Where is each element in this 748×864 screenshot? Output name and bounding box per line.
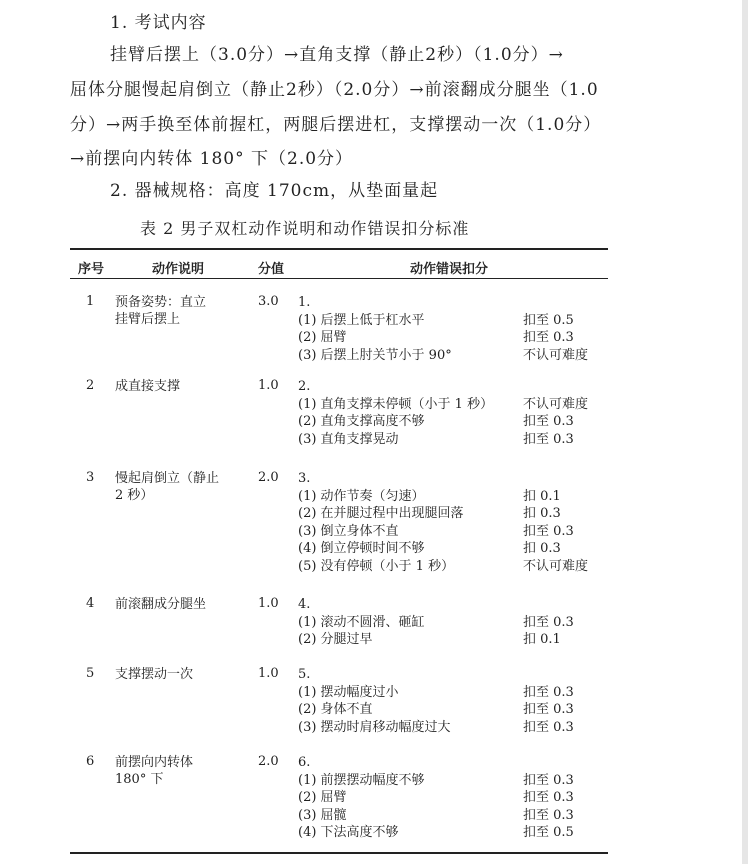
deduction-values [523, 294, 588, 364]
exam-content-line-2: 屈体分腿慢起肩倒立（静止2秒）（2.0分）→前滚翻成分腿坐（1.0 [70, 80, 599, 100]
error-item: (2) 分腿过早 [298, 632, 373, 647]
deduction-spacer [523, 470, 588, 488]
error-items [298, 596, 425, 649]
error-group-number: 3. [298, 471, 311, 486]
error-item: (2) 身体不直 [298, 702, 373, 717]
row-score: 2.0 [258, 470, 279, 485]
row-number: 4 [86, 596, 95, 611]
table-bottom-rule [70, 852, 608, 854]
error-group-number: 4. [298, 597, 311, 612]
table-top-rule [70, 248, 608, 250]
row-score: 1.0 [258, 378, 279, 393]
error-item: (4) 下法高度不够 [298, 825, 399, 840]
header-desc: 动作说明 [152, 262, 205, 277]
deduction-value: 扣至 0.3 [523, 414, 574, 429]
page-edge [742, 0, 748, 864]
deduction-value: 扣 0.1 [523, 632, 561, 647]
deduction-value: 扣至 0.3 [523, 772, 574, 788]
error-group-number: 6. [298, 755, 311, 770]
description-line: 前滚翻成分腿坐 [115, 597, 207, 612]
deduction-values [523, 754, 574, 842]
error-item: (2) 直角支撑高度不够 [298, 414, 425, 429]
deduction-value: 扣至 0.3 [523, 719, 574, 735]
error-item: (1) 滚动不圆滑、砸缸 [298, 614, 425, 630]
row-description [115, 596, 245, 613]
deduction-values [523, 666, 574, 736]
row-score: 1.0 [258, 666, 279, 681]
error-item: (2) 屈臂 [298, 330, 347, 345]
error-item: (1) 前摆摆动幅度不够 [298, 772, 425, 788]
description-line: 预备姿势：直立 [115, 295, 207, 310]
equipment-line: 2. 器械规格：高度 170cm，从垫面量起 [110, 181, 439, 201]
error-item: (3) 摆动时肩移动幅度过大 [298, 719, 451, 735]
description-line: 2 秒） [115, 488, 154, 503]
row-description [115, 294, 245, 328]
error-item: (2) 屈臂 [298, 790, 347, 805]
deduction-value: 扣 0.3 [523, 506, 561, 521]
deduction-value: 扣至 0.3 [523, 431, 574, 447]
exam-content-line-3: 分）→两手换至体前握杠，两腿后摆进杠，支撑摆动一次（1.0分） [70, 115, 602, 135]
deduction-value: 扣至 0.5 [523, 312, 574, 328]
error-item: (1) 后摆上低于杠水平 [298, 312, 425, 328]
error-item: (3) 后摆上肘关节小于 90° [298, 347, 452, 363]
row-description [115, 666, 245, 683]
error-items [298, 754, 425, 842]
deduction-value: 扣至 0.3 [523, 790, 574, 805]
row-number: 6 [86, 754, 95, 769]
deduction-value: 扣 0.3 [523, 541, 561, 556]
deduction-value: 不认可难度 [523, 396, 589, 412]
deduction-value: 扣至 0.3 [523, 807, 574, 823]
deduction-values [523, 596, 574, 649]
row-description [115, 378, 245, 395]
deduction-value: 扣至 0.3 [523, 684, 574, 700]
error-item: (1) 直角支撑未停顿（小于 1 秒） [298, 396, 494, 412]
description-line: 成直接支撑 [115, 379, 181, 394]
header-no: 序号 [78, 262, 105, 277]
exam-content-line-1: 挂臂后摆上（3.0分）→直角支撑（静止2秒）（1.0分）→ [110, 45, 564, 65]
deduction-value: 扣至 0.3 [523, 702, 574, 717]
error-group-number: 1. [298, 295, 311, 310]
error-item: (5) 没有停顿（小于 1 秒） [298, 558, 455, 574]
error-item: (3) 屈髋 [298, 807, 347, 823]
error-item: (1) 动作节奏（匀速） [298, 488, 425, 504]
error-item: (4) 倒立停顿时间不够 [298, 541, 425, 556]
error-group-number: 2. [298, 379, 311, 394]
deduction-value: 扣至 0.3 [523, 330, 574, 345]
error-items [298, 378, 493, 448]
deduction-spacer [523, 294, 588, 312]
row-number: 5 [86, 666, 95, 681]
row-score: 1.0 [258, 596, 279, 611]
deduction-spacer [523, 754, 574, 772]
error-item: (2) 在并腿过程中出现腿回落 [298, 506, 464, 521]
row-score: 2.0 [258, 754, 279, 769]
error-item: (3) 倒立身体不直 [298, 523, 399, 539]
deduction-value: 扣至 0.3 [523, 523, 574, 539]
deduction-spacer [523, 666, 574, 684]
exam-content-line-4: →前摆向内转体 180° 下（2.0分） [70, 149, 354, 169]
exam-heading: 1. 考试内容 [110, 13, 207, 33]
row-number: 1 [86, 294, 95, 309]
error-items [298, 470, 464, 575]
row-description [115, 754, 245, 788]
row-number: 3 [86, 470, 95, 485]
error-group-number: 5. [298, 667, 311, 682]
error-items [298, 294, 452, 364]
deduction-spacer [523, 378, 588, 396]
error-item: (1) 摆动幅度过小 [298, 684, 399, 700]
description-line: 挂臂后摆上 [115, 312, 181, 327]
description-line: 180° 下 [115, 772, 164, 787]
description-line: 支撑摆动一次 [115, 667, 194, 682]
deduction-value: 扣至 0.5 [523, 825, 574, 840]
row-score: 3.0 [258, 294, 279, 309]
deduction-spacer [523, 596, 574, 614]
header-score: 分值 [258, 262, 285, 277]
header-deduction: 动作错误扣分 [410, 262, 489, 277]
row-number: 2 [86, 378, 95, 393]
deduction-value: 扣 0.1 [523, 488, 561, 504]
row-description [115, 470, 245, 504]
deduction-value: 扣至 0.3 [523, 614, 574, 630]
deduction-value: 不认可难度 [523, 347, 589, 363]
deduction-value: 不认可难度 [523, 558, 589, 574]
table-caption: 表 2 男子双杠动作说明和动作错误扣分标准 [140, 219, 470, 238]
error-items [298, 666, 451, 736]
deduction-values [523, 378, 588, 448]
table-header-rule [70, 278, 608, 279]
description-line: 前摆向内转体 [115, 755, 194, 770]
error-item: (3) 直角支撑晃动 [298, 431, 399, 447]
deduction-values [523, 470, 588, 575]
description-line: 慢起肩倒立（静止 [115, 471, 220, 486]
